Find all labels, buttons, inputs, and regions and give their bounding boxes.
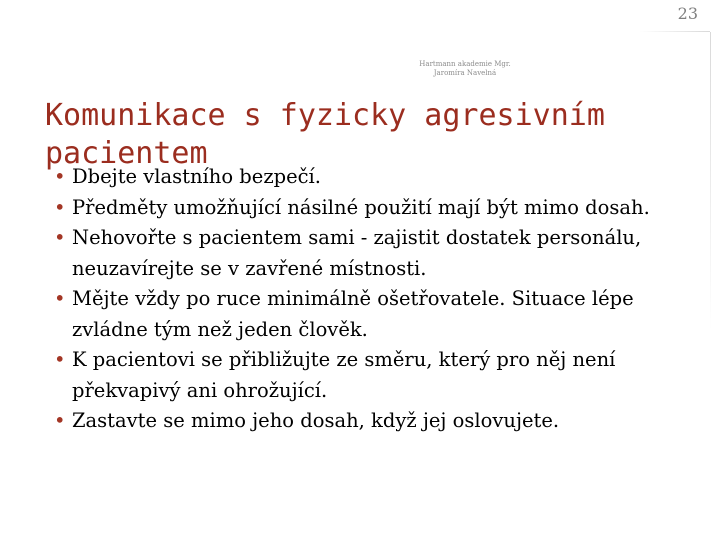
bullet-marker: • [54,287,66,310]
bullet-text: Zastavte se mimo jeho dosah, když jej oslovujete. [72,409,560,432]
bullet-item [45,284,695,345]
bullet-marker: • [54,195,66,219]
bullet-marker: • [54,409,66,432]
attribution-line-2: Jaromíra Navelná [433,69,497,77]
bullet-item [45,193,695,224]
bullet-text: Předměty umožňující násilné použití mají být mimo dosah. [72,195,650,219]
bullet-item [45,223,695,284]
slide-title: Komunikace s fyzicky agresivním pacientem [45,98,605,171]
bullet-marker: • [54,348,66,371]
bullet-item [45,162,695,193]
author-attribution [390,60,540,78]
decorative-frame-line [710,32,711,332]
bullet-item [45,406,695,437]
bullet-text: K pacientovi se přibližujte ze směru, který pro něj není překvapivý ani ohrožující. [72,348,616,402]
bullet-text: Dbejte vlastního bezpečí. [72,165,321,188]
bullet-item [45,345,695,406]
bullet-marker: • [54,226,66,249]
page-number: 23 [677,4,698,23]
bullet-text: Mějte vždy po ruce minimálně ošetřovatele. Situace lépe zvládne tým než jeden člověk. [72,287,634,341]
attribution-line-1: Hartmann akademie Mgr. [419,60,511,68]
bullet-text: Nehovořte s pacientem sami - zajistit dostatek personálu, neuzavírejte se v zavřené místnosti. [72,226,642,280]
decorative-frame-top [640,31,710,32]
bullet-list [45,162,695,437]
bullet-marker: • [54,165,66,188]
